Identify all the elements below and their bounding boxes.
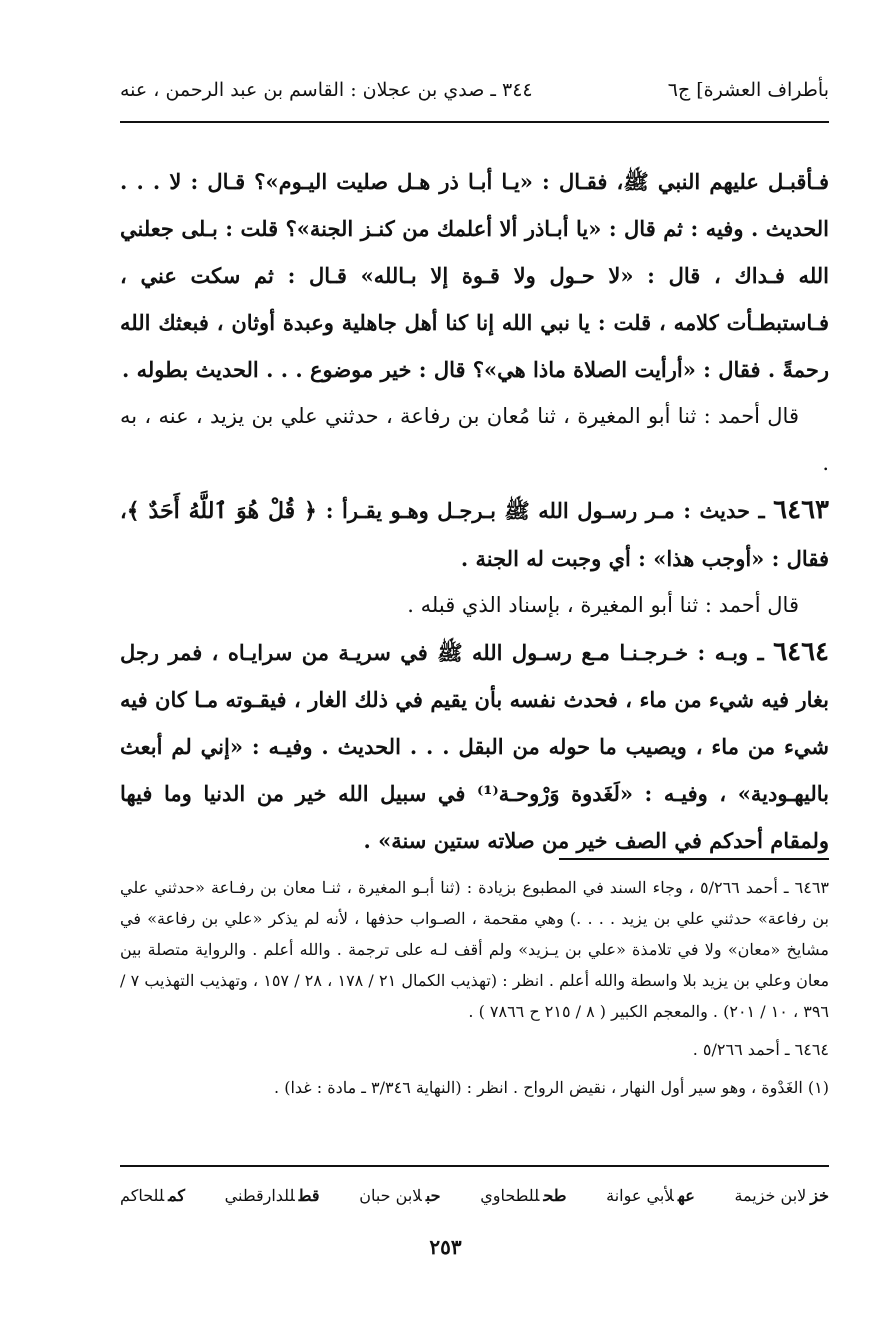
- footer-rule: [120, 1165, 829, 1167]
- footnote-6463: ٦٤٦٣ ـ أحمد ٥/٢٦٦ ، وجاء السند في المطبوع بزيادة : (ثنا أبـو المغيرة ، ثنـا معان بن رفـاعة «حدثني علي بن رفاعة» حدثني علي بن يزيد . . . .) وهي مقحمة ، الصـواب حذفها ، لأنه لم يذكر «علي بن رفاعة» في مشايخ «معان» ولا في تلامذة «علي بن يـزيد» ولم أقف لـه على ترجمة . والله أعلم . والرواية متصلة بين معان وعلي بن يزيد بلا واسطة والله أعلم . انظر : (تهذيب الكمال ٢١ / ١٧٨ ، ٢٨ / ١٥٧ ، وتهذيب التهذيب ٧ / ٣٩٦ ، ١٠ / ٢٠١) . والمعجم الكبير ( ٨ / ٢١٥ ح ٧٨٦٦ ) .: [120, 878, 830, 1021]
- hadith-text: مـر رسـول الله ﷺ بـرجـل وهـو يقـرأ :: [325, 498, 684, 523]
- footnotes: [120, 872, 829, 1103]
- page-number: ٢٥٣: [429, 1235, 462, 1259]
- header-rule: [120, 121, 829, 123]
- hadith-number-2: ٦٤٦٤: [773, 637, 829, 667]
- hadith-heading: ـ حديث :: [683, 498, 774, 523]
- hadith-number: ٦٤٦٣: [773, 495, 830, 525]
- abbreviations-key: [120, 1180, 829, 1210]
- running-header: [120, 72, 829, 108]
- quran-verse: ﴿ قُلْ هُوَ ٱللَّهُ أَحَدٌ ﴾: [126, 498, 326, 524]
- hadith-text-rest: ، فقال : «أوجب هذا» : أي وجبت له الجنة .: [120, 498, 829, 571]
- abbrev-item: عهلأبي عوانة: [606, 1185, 695, 1205]
- abbrev-item: كمللحاكم: [120, 1185, 185, 1205]
- abbrev-item: قطللدارقطني: [224, 1185, 320, 1205]
- hadith-6464: [120, 629, 829, 864]
- footnote-6464: ٦٤٦٤ ـ أحمد ٥/٢٦٦ .: [692, 1040, 829, 1059]
- isnad-paragraph: [120, 393, 829, 487]
- abbrev-item: خزلابن خزيمة: [734, 1185, 829, 1205]
- header-chapter-title: ٣٤٤ ـ صدي بن عجلان : القاسم بن عبد الرحمن ، عنه: [120, 79, 533, 101]
- hadith-6463: [120, 487, 829, 582]
- hadith-text-2: ـ وبـه : خـرجـنـا مـع رسـول الله ﷺ في سريـة من سرايـاه ، فمر رجل بغار فيه شيء من ماء ، فحدث نفسه بأن يقيم في ذلك الغار ، فيقـوته مـا كان فيه شيء من ماء ، ويصيب ما حوله من البقل . . . الحديث . وفيـه : «إني لم أبعث باليهـودية» ، وفيـه : «لَغَدوة وَرْوحـة⁽¹⁾ في سبيل الله خير من الدنيا وما فيها ولمقام أحدكم في الصف خير من صلاته ستين سنة» .: [120, 640, 829, 853]
- isnad-text-2: قال أحمد : ثنا أبو المغيرة ، بإسناد الذي قبله .: [407, 593, 799, 617]
- footnote-separator: [559, 858, 829, 860]
- footnote-1: (١) الغَدْوة ، وهو سير أول النهار ، نقيض الرواح . انظر : (النهاية ٣/٣٤٦ ـ مادة : غدا) .: [274, 1078, 829, 1097]
- isnad-paragraph-2: [120, 582, 829, 629]
- header-book-title: بأطراف العشرة] ج٦: [667, 79, 829, 101]
- abbrev-item: طحللطحاوي: [480, 1185, 567, 1205]
- hadith-paragraph: فـأقبـل عليهم النبي ﷺ، فقـال : «يـا أبـا ذر هـل صليت اليـوم»؟ قـال : لا . . . الحديث . وفيه : ثم قال : «يا أبـاذر ألا أعلمك من كنـز الجنة»؟ قلت : بـلى جعلني الله فـداك ، قال : «لا حـول ولا قـوة إلا بـالله» قـال : ثم سكت عني ، فـاستبطـأت كلامه ، قلت : يا نبي الله إنا كنا أهل جاهلية وعبدة أوثان ، فبعثك الله رحمةً . فقال : «أرأيت الصلاة ماذا هي»؟ قال : خير موضوع . . . الحديث بطوله .: [120, 169, 829, 382]
- abbrev-item: حبلابن حبان: [359, 1185, 441, 1205]
- main-text: [120, 158, 829, 864]
- isnad-text: قال أحمد : ثنا أبو المغيرة ، ثنا مُعان بن رفاعة ، حدثني علي بن يزيد ، عنه ، به .: [120, 404, 829, 475]
